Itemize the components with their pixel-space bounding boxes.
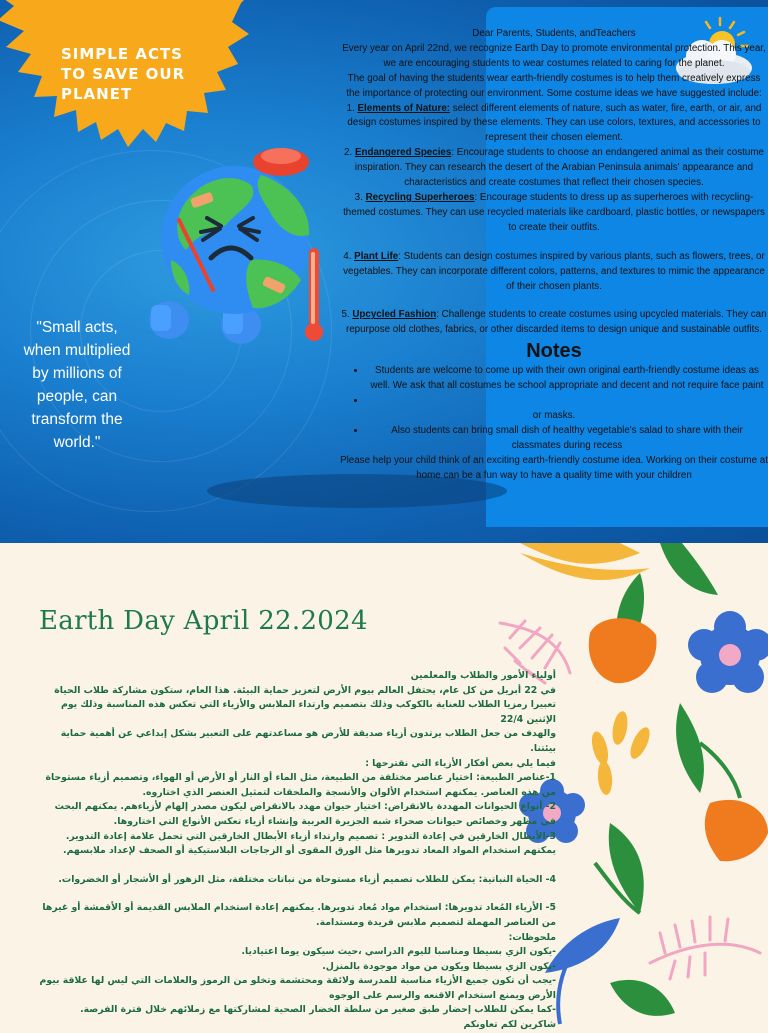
arabic-paragraph: 1-عناصر الطبيعة: اختيار عناصر مختلفة من الطبيعة، مثل الماء أو النار أو الأرض أو الهواء، وتصميم أزياء مستوحاة من هذه العناصر. يمكنهم استخدام الألوان والأنسجة والملحقات لتمثيل العنصر الذي اختاروه. xyxy=(45,772,556,798)
page-title: Earth Day April 22.2024 xyxy=(39,606,368,636)
costume-idea-title: Elements of Nature: xyxy=(357,102,451,114)
costume-idea-item: 3. Recycling Superheroes: Encourage students to dress up as superheroes with recycling-themed costumes. They can use recycled materials like cardboard, plastic bottles, or newspapers to create their outfits. xyxy=(343,191,765,233)
letter-greeting: Dear Parents, Students, andTeachers xyxy=(472,28,636,39)
costume-idea-item: 4. Plant Life: Students can design costumes inspired by various plants, such as flowers, trees, or vegetables. They can incorporate different colors, patterns, and textures to mimic the appearance of their chosen plants. xyxy=(343,250,765,292)
arabic-paragraph: 4- الحياة النباتية: يمكن للطلاب تصميم أزياء مستوحاة من نباتات مختلفة، مثل الزهور أو الأشجار أو الخضروات. xyxy=(58,873,556,885)
arabic-paragraph: 5- الأزياء المُعاد تدويرها: استخدام مواد مُعاد تدويرها. يمكنهم إعادة استخدام الملابس القديمة أو الأقمشة أو غيرها من العناصر المهملة لتصميم ملابس فريدة ومستدامة. xyxy=(42,902,556,928)
arabic-note: -يجب أن تكون جميع الأزياء مناسبة للمدرسة ولائقة ومحتشمة وتخلو من الرموز والعلامات التي ليس لها علاقة بيوم الأرض ويمنع استخدام الاقنعه والرسم على الوجوه xyxy=(39,975,556,1001)
arabic-letter xyxy=(36,669,556,1033)
arabic-closing: شاكرين لكم تعاونكم xyxy=(463,1019,556,1031)
costume-idea-item: 1. Elements of Nature: select different elements of nature, such as water, fire, earth, or air, and design costumes inspired by these elements. They can use colors, textures, and accessories to represent their chosen element. xyxy=(346,102,762,144)
arabic-paragraph: فيما يلي بعض أفكار الأزياء التي نقترحها : xyxy=(365,757,556,769)
burst-heading: SIMPLE ACTS TO SAVE OUR PLANET xyxy=(61,45,186,103)
costume-idea-title: Recycling Superheroes xyxy=(365,191,475,203)
notes-continuation: or masks. xyxy=(532,409,576,421)
costume-idea-title: Upcycled Fashion xyxy=(352,309,437,321)
arabic-paragraph: 2- أنواع الحيوانات المهددة بالانقراض: اختيار حيوان مهدد بالانقراض ليكون مصدر إلهام لأزياءهم. يمكنهم البحث في مظهر وخصائص حيوانات صحراء شبه الجزيرة العربية وإنشاء أزياء تعكس الأنواع التي اختاروها. xyxy=(54,801,556,827)
arabic-paragraph: 3-الأبطال الخارقين في إعادة التدوير : تصميم وارتداء أزياء الأبطال الخارقين التي تحمل علامة إعادة التدوير. يمكنهم استخدام المواد المعاد تدويرها مثل الورق المقوى أو الزجاجات البلاستيكية أو الصحف لإعداد ملابسهم. xyxy=(63,830,556,857)
costume-idea-title: Endangered Species xyxy=(354,147,452,159)
notes-item-empty xyxy=(366,394,768,409)
costume-idea-title: Plant Life xyxy=(354,250,399,262)
notes-list xyxy=(340,364,768,409)
notes-item: • Students are welcome to come up with their own original earth-friendly costume ideas as well. We ask that all costumes be school appropriate and decent and not require face paint xyxy=(366,364,768,394)
quote-text: "Small acts, when multiplied by millions of people, can transform the world." xyxy=(23,319,131,451)
arabic-notes-heading: ملحوظات: xyxy=(508,931,556,943)
sad-earth-globe-illustration xyxy=(141,140,341,350)
notes-list xyxy=(340,424,768,454)
earth-day-flyer-arabic xyxy=(0,543,768,1031)
notes-item: • Also students can bring small dish of healthy vegetable's salad to share with their classmates during recess xyxy=(366,424,768,454)
notes-heading: Notes xyxy=(526,340,582,363)
arabic-paragraph: أولياء الأمور والطلاب والمعلمين xyxy=(410,670,556,681)
letter-goal: The goal of having the students wear earth-friendly costumes is to help them creatively express the importance of protecting our environment. Some costume ideas we have suggested include: xyxy=(346,72,762,99)
costume-idea-item: 2. Endangered Species: Encourage students to choose an endangered animal as their costume inspiration. They can research the desert of the Arabian Peninsula animals' appearance and characteristics and create costumes that reflect their chosen species. xyxy=(344,147,764,189)
costume-idea-item: 5. Upcycled Fashion: Challenge students to create costumes using upcycled materials. They can repurpose old clothes, fabrics, or other discarded items to design unique and sustainable outfits. xyxy=(341,309,767,336)
arabic-note: -يكون الزي بسيطا ويكون من مواد موجودة بالمنزل. xyxy=(322,960,556,972)
arabic-paragraph: في 22 أبريل من كل عام، يحتفل العالم بيوم الأرض لتعزيز حماية البيئة. هذا العام، ستكون مشاركة طلاب الحياة تعبيرا رمزيا الطلاب للعناية بالكوكب وذلك بتصميم وارتداء الملابس والأزياء التي تعكس هذه المناسبة وذلك يوم الإثنين 22/4 xyxy=(54,684,556,725)
letter-intro: Every year on April 22nd, we recognize Earth Day to promote environmental protection. This year, we are encouraging students to wear costumes related to caring for the planet. xyxy=(342,42,766,69)
arabic-note: -كما يمكن للطلاب إحضار طبق صغير من سلطة الخضار الصحية لمشاركتها مع زملائهم خلال فترة الفرصة. xyxy=(80,1004,556,1016)
arabic-paragraph: والهدف من جعل الطلاب يرتدون أزياء صديقة للأرض هو مساعدتهم على التعبير بشكل إبداعي عن أهمية حماية بيئتنا. xyxy=(60,728,556,754)
arabic-note: -يكون الزي بسيطا ومناسبا لليوم الدراسي ،حيث سيكون يوما اعتياديا. xyxy=(241,946,556,958)
parent-letter xyxy=(340,27,768,483)
letter-closing: Please help your child think of an exciting earth-friendly costume idea. Working on their costume at home can be a fun way to have a quality time with your children xyxy=(340,454,768,481)
